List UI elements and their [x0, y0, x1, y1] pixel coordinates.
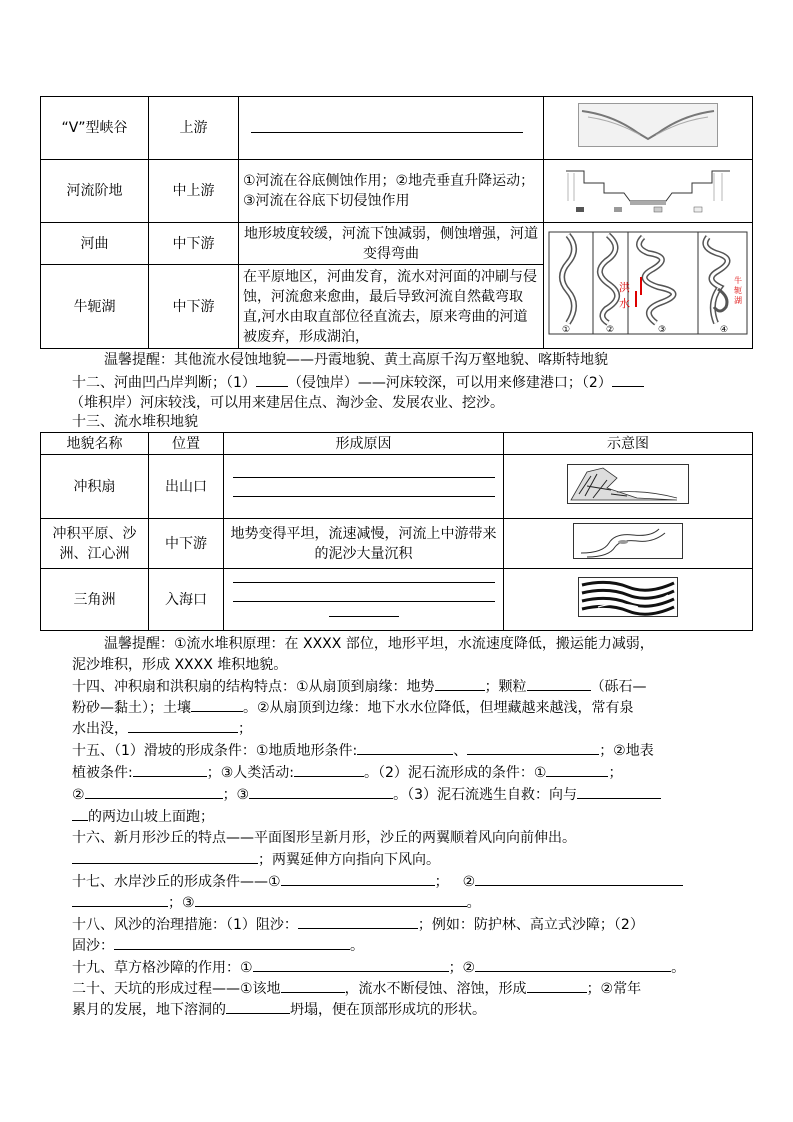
- delta-diagram: [504, 569, 753, 631]
- table-row: [41, 160, 753, 223]
- question-15-line1: 十五、（1）滑坡的形成条件：①地质地形条件: 、 ；②地表: [72, 740, 722, 761]
- landform-name: “V”型峡谷: [41, 97, 149, 160]
- landform-reason: ①河流在谷底侧蚀作用；②地壳垂直升降运动；③河流在谷底下切侵蚀作用: [239, 160, 544, 223]
- v-valley-image: [578, 103, 718, 147]
- step-4-label: ④: [720, 324, 729, 335]
- answer-blank[interactable]: [72, 806, 88, 821]
- answer-blank[interactable]: [85, 784, 223, 799]
- answer-blank[interactable]: [475, 871, 683, 886]
- tip-other-erosion: 温馨提醒：其他流水侵蚀地貌——丹霞地貌、黄土高原千沟万壑地貌、喀斯特地貌: [104, 352, 608, 368]
- answer-blank[interactable]: [298, 914, 418, 929]
- question-15-line4: 的两边山坡上面跑；: [72, 806, 722, 827]
- answer-blank[interactable]: [527, 978, 587, 993]
- landform-location: 出山口: [149, 455, 224, 519]
- landform-location: 中下游: [149, 223, 239, 265]
- answer-blank[interactable]: [577, 784, 661, 799]
- answer-blank[interactable]: [357, 740, 453, 755]
- landform-name: 牛轭湖: [41, 265, 149, 349]
- landform-reason: 在平原地区，河曲发育，流水对河面的冲刷与侵蚀，河流愈来愈曲，最后导致河流自然截弯取直,河水由取直部位径直流去，原来弯曲的河道被废弃，形成湖泊，: [239, 265, 544, 349]
- deposition-landform-table: [40, 432, 753, 631]
- question-17-line1: 十七、水岸沙丘的形成条件——① ； ②: [72, 871, 722, 892]
- landform-location: 入海口: [149, 569, 224, 631]
- header-name: 地貌名称: [41, 433, 149, 455]
- question-13-title: 十三、流水堆积地貌: [72, 414, 198, 430]
- landform-name: 冲积平原、沙洲、江心洲: [41, 519, 149, 569]
- answer-blank[interactable]: [467, 740, 599, 755]
- v-valley-diagram: [544, 97, 753, 160]
- answer-blanks[interactable]: [224, 455, 504, 519]
- answer-blank[interactable]: [281, 978, 345, 993]
- question-20-line2: 累月的发展，地下溶洞的 坍塌，便在顶部形成坑的形状。: [72, 999, 722, 1020]
- answer-blank[interactable]: [475, 957, 671, 972]
- answer-blank[interactable]: [249, 784, 393, 799]
- answer-blank[interactable]: [281, 871, 435, 886]
- tip-deposition-line2: 泥沙堆积，形成 XXXX 堆积地貌。: [72, 657, 288, 673]
- answer-blanks[interactable]: [224, 569, 504, 631]
- answer-blank[interactable]: [253, 957, 449, 972]
- table-row: [41, 519, 753, 569]
- table-row: [41, 455, 753, 519]
- answer-blank[interactable]: [256, 372, 288, 387]
- landform-reason: 地势变得平坦，流速减慢，河流上中游带来的泥沙大量沉积: [224, 519, 504, 569]
- oxbow-formation-image: [548, 231, 748, 335]
- question-14-line3: 水出没， ；: [72, 718, 722, 739]
- answer-blank[interactable]: [195, 892, 467, 907]
- landform-name: 三角洲: [41, 569, 149, 631]
- tip-deposition-line1: 温馨提醒：①流水堆积原理：在 XXXX 部位，地形平坦，水流速度降低，搬运能力减弱，: [104, 636, 654, 652]
- header-reason: 形成原因: [224, 433, 504, 455]
- question-12-line2: （堆积岸）河床较浅，可以用来建居住点、淘沙金、发展农业、挖沙。: [70, 395, 504, 411]
- answer-blank[interactable]: [114, 935, 350, 950]
- table-row: [41, 223, 753, 265]
- answer-blank[interactable]: [191, 697, 243, 712]
- question-18-line1: 十八、风沙的治理措施：（1）阻沙： ；例如：防护林、高立式沙障；（2）: [72, 914, 722, 935]
- landform-name: 冲积扇: [41, 455, 149, 519]
- table-row: [41, 569, 753, 631]
- answer-blank[interactable]: [72, 892, 168, 907]
- delta-image: [578, 577, 678, 617]
- step-2-label: ②: [606, 324, 615, 335]
- landform-location: 上游: [149, 97, 239, 160]
- step-3-label: ③: [658, 324, 667, 335]
- landform-location: 中下游: [149, 265, 239, 349]
- river-terrace-image: [564, 161, 732, 215]
- landform-location: 中上游: [149, 160, 239, 223]
- answer-blank[interactable]: [133, 762, 207, 777]
- erosion-landform-table: [40, 96, 753, 349]
- oxbow-lake-diagram: [544, 223, 753, 349]
- header-diagram: 示意图: [504, 433, 753, 455]
- question-15-line3: ② ；③ 。（3）泥石流逃生自救：向与: [72, 784, 722, 805]
- answer-blank[interactable]: [527, 676, 591, 691]
- answer-blank[interactable]: [226, 999, 290, 1014]
- sandbar-image: [573, 523, 683, 559]
- question-17-line2: ；③ 。: [72, 892, 722, 913]
- answer-blank[interactable]: [128, 718, 238, 733]
- answer-blank[interactable]: [72, 849, 258, 864]
- step-1-label: ①: [562, 324, 571, 335]
- table-header-row: [41, 433, 753, 455]
- question-20-line1: 二十、天坑的形成过程——①该地 ，流水不断侵蚀、溶蚀，形成 ；②常年: [72, 978, 722, 999]
- answer-blank[interactable]: [239, 97, 544, 160]
- answer-blank[interactable]: [546, 762, 608, 777]
- oxbow-label: 牛轭湖: [734, 275, 742, 305]
- landform-name: 河流阶地: [41, 160, 149, 223]
- question-16-line2: ；两翼延伸方向指向下风向。: [72, 849, 722, 870]
- flood-label: 洪水: [619, 280, 630, 310]
- question-14-line2: 粉砂—黏土）；土壤 。②从扇顶到边缘：地下水水位降低，但埋藏越来越浅，常有泉: [72, 697, 722, 718]
- question-16-line1: 十六、新月形沙丘的特点——平面图形呈新月形，沙丘的两翼顺着风向向前伸出。: [72, 830, 576, 846]
- question-14-line1: 十四、冲积扇和洪积扇的结构特点：①从扇顶到扇缘：地势 ；颗粒 （砾石—: [72, 676, 722, 697]
- header-location: 位置: [149, 433, 224, 455]
- sandbar-diagram: [504, 519, 753, 569]
- terrace-diagram: [544, 160, 753, 223]
- landform-reason: 地形坡度较缓，河流下蚀减弱，侧蚀增强，河道变得弯曲: [239, 223, 544, 265]
- answer-blank[interactable]: [294, 762, 364, 777]
- table-row: [41, 97, 753, 160]
- question-18-line2: 固沙： 。: [72, 935, 722, 956]
- question-19: 十九、草方格沙障的作用：① ；② 。: [72, 957, 722, 978]
- alluvial-fan-image: [567, 464, 689, 504]
- landform-location: 中下游: [149, 519, 224, 569]
- answer-blank[interactable]: [435, 676, 485, 691]
- question-15-line2: 植被条件: ；③人类活动: 。（2）泥石流形成的条件：① ；: [72, 762, 722, 783]
- question-12-line1: 十二、河曲凹凸岸判断；（1） （侵蚀岸）——河床较深，可以用来修建港口；（2）: [72, 372, 722, 393]
- landform-name: 河曲: [41, 223, 149, 265]
- alluvial-fan-diagram: [504, 455, 753, 519]
- answer-blank[interactable]: [612, 372, 644, 387]
